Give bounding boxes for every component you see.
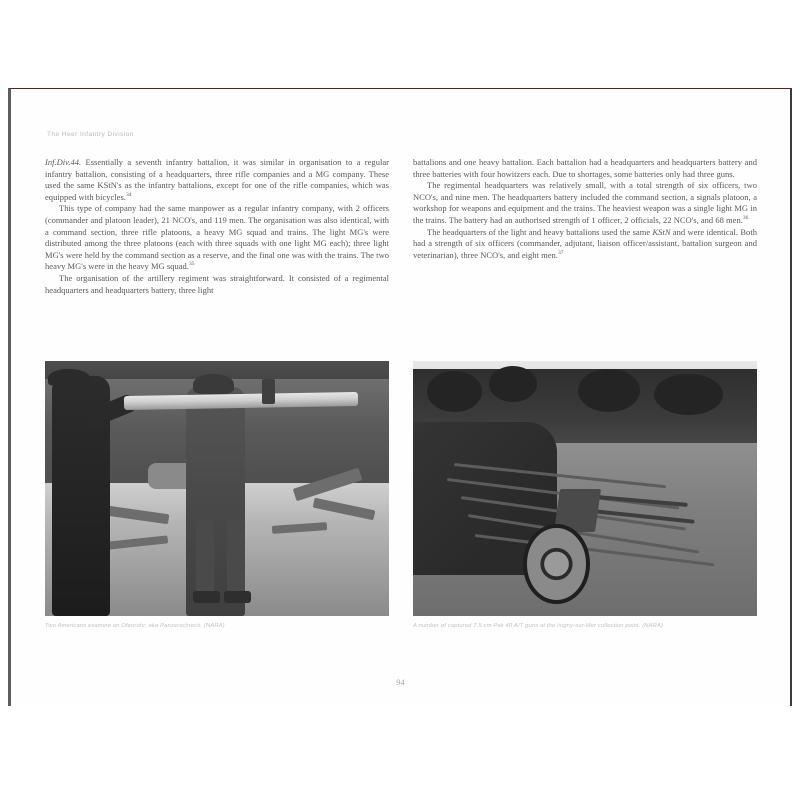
photo-pak40-guns [413,361,757,616]
photo-leg-left [196,519,213,596]
footnote-marker-34: 34 [125,191,132,198]
text-columns [45,157,757,296]
page-content-area [11,89,790,706]
figure-right [413,361,757,629]
photo-helmet-left [48,369,89,387]
footnote-marker-37: 37 [557,249,564,256]
paragraph-2-body: This type of company had the same manpower as a regular infantry company, with 2 officers (commander and platoon leader), 21 NCO's, and 119 men. The organisation was also identical, with a command section, three rifle platoons, a heavy MG squad and trains. The light MG's were distributed among the three platoons (each with three squads with one light MG each); three light MG's were held by the command section as a reserve, and the final one was with the trains. The two heavy MG's were in the heavy MG squad. [45,203,389,272]
figure-left [45,361,389,629]
paragraph-1-body: Essentially a seventh infantry battalion, it was similar in organisation to a regular infantry battalion, consisting of a headquarters, three rifle companies and a MG company. These used the same KStN's as the infantry battalions, except for one of the rifle companies, which was equipped with bicycles. [45,157,389,202]
paragraph-5 [413,180,757,226]
photo-panzerschreck [45,361,389,616]
paragraph-2 [45,203,389,273]
photo-boot-left [193,591,221,604]
text-column-left [45,157,389,296]
paragraph-4-body: battalions and one heavy battalion. Each battalion had a headquarters and headquarters battery and three batteries with four howitzers each. Due to shortages, some batteries only had three guns. [413,157,757,179]
paragraph-3 [45,273,389,296]
page-number: 94 [396,677,405,687]
paragraph-1 [45,157,389,203]
photo-boot-right [224,591,252,604]
text-column-right [413,157,757,296]
paragraph-6 [413,227,757,262]
figure-right-caption: A number of captured 7.5 cm Pak 40 A/T guns at the Isigny-sur-Mer collection point. (NARA) [413,623,664,629]
photo-helmet-center [193,374,234,394]
paragraph-6-italic-term: KStN [652,226,671,237]
photo-tree-canopy [489,366,537,402]
footnote-marker-35: 35 [188,261,195,268]
paragraph-6-body-before: The headquarters of the light and heavy battalions used the same [427,226,653,237]
footnote-marker-36: 36 [742,215,749,222]
paragraph-1-lead-italic: Inf.Div.44. [45,157,82,167]
figure-row [45,361,757,629]
paragraph-6-body-after: and were identical. Both had a strength of six officers (commander, adjutant, liaison officer/assistant, battalion surgeon and veterinarian), three NCO's, and eight men. [413,226,757,260]
photo-leg-right [227,519,244,596]
photo-tree-canopy [427,371,482,412]
paragraph-4 [413,157,757,180]
figure-left-caption: Two Americans examine an Ofenrohr, aka Panzerschreck. (NARA) [45,623,225,629]
photo-tree-canopy [578,369,640,412]
photo-panzerschreck-blast-shield [262,379,276,405]
photo-gun-wheel [523,524,589,603]
running-head: The Heer Infantry Division [47,131,134,138]
paragraph-5-body: The regimental headquarters was relatively small, with a total strength of six officers, two NCO's, and nine men. The headquarters battery included the command section, a signals platoon, a workshop for weapons and equipment and the trains. The heaviest weapon was a single light MG in the trains. The battery had an authorised strength of 1 officer, 2 officials, 22 NCO's, and 68 men. [413,180,757,225]
paragraph-3-body: The organisation of the artillery regiment was straightforward. It consisted of a regimental headquarters and headquarters battery, three light [45,272,389,295]
photo-tree-canopy [654,374,723,415]
book-page-sheet [8,88,792,706]
